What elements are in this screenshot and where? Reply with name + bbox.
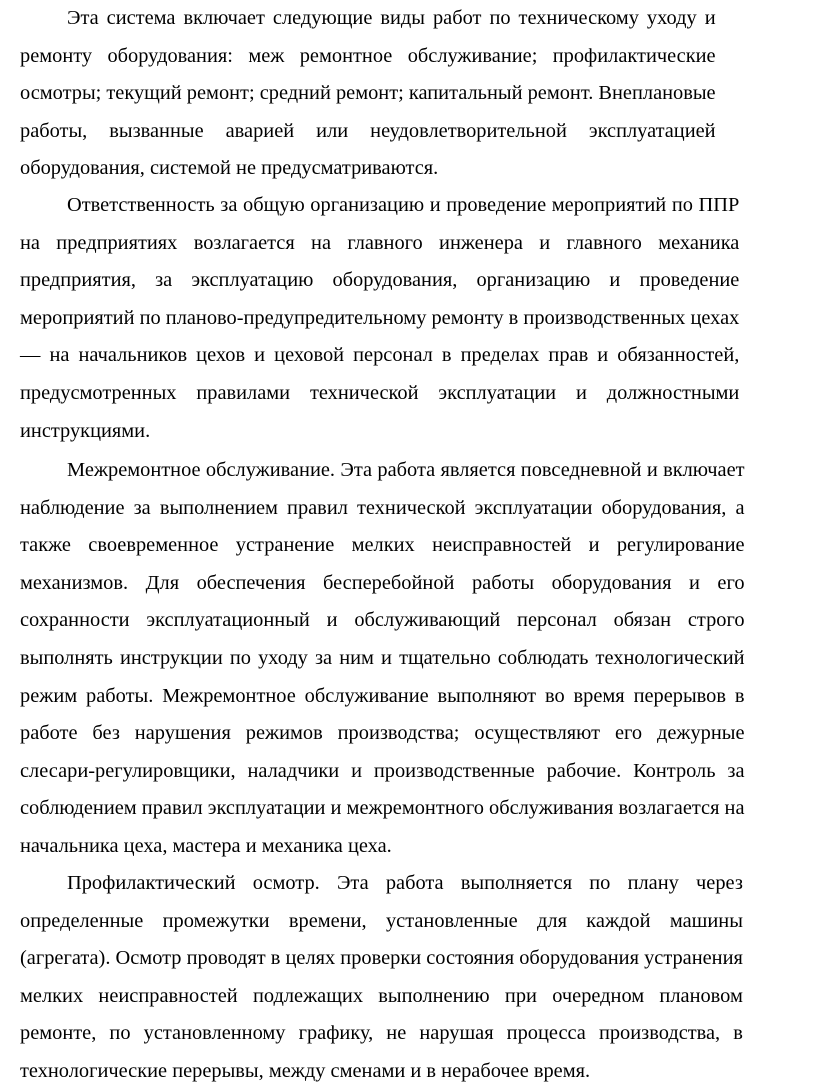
text-line: Ответственность за общую организацию и проведение мероприятий по ППР	[67, 194, 740, 216]
text-line: определенные промежутки времени, установленные для каждой машины	[20, 909, 743, 932]
text-line: предусмотренных правилами технической эксплуатации и должностными	[20, 381, 740, 404]
text-line: мероприятий по планово-предупредительному ремонту в производственных цехах	[20, 306, 740, 329]
text-line: также своевременное устранение мелких неисправностей и регулирование	[20, 534, 745, 557]
text-line: ремонте, по установленному графику, не нарушая процесса производства, в	[20, 1022, 743, 1045]
text-line: на предприятиях возлагается на главного инженера и главного механика	[20, 231, 740, 254]
text-line: осмотры; текущий ремонт; средний ремонт; капитальный ремонт. Внеплановые	[20, 82, 716, 105]
text-line: мелких неисправностей подлежащих выполнению при очередном плановом	[20, 984, 743, 1007]
text-line: — на начальников цехов и цеховой персонал в пределах прав и обязанностей,	[20, 344, 740, 367]
text-line: Профилактический осмотр. Эта работа выполняется по плану через	[67, 872, 743, 894]
text-line: Эта система включает следующие виды работ по техническому уходу и	[67, 7, 716, 29]
text-line: работы, вызванные аварией или неудовлетворительной эксплуатацией	[20, 119, 716, 142]
text-line: соблюдением правил эксплуатации и межремонтного обслуживания возлагается на	[20, 797, 745, 820]
text-line: наблюдение за выполнением правил технической эксплуатации оборудования, а	[20, 496, 745, 519]
text-line: предприятия, за эксплуатацию оборудования, организацию и проведение	[20, 269, 740, 292]
text-line: инструкциями.	[20, 419, 151, 442]
paragraph-maintenance-types	[20, 0, 716, 188]
text-line: оборудования, системой не предусматриваются.	[20, 157, 439, 180]
text-line: ремонту оборудования: меж ремонтное обслуживание; профилактические	[20, 44, 716, 67]
text-line: технологические перерывы, между сменами и в нерабочее время.	[20, 1059, 591, 1082]
text-line: Межремонтное обслуживание. Эта работа является повседневной и включает	[67, 459, 745, 481]
text-line: сохранности эксплуатационный и обслуживающий персонал обязан строго	[20, 609, 745, 632]
text-line: (агрегата). Осмотр проводят в целях проверки состояния оборудования устранения	[20, 947, 743, 970]
paragraph-responsibility	[20, 187, 739, 450]
text-line: слесари-регулировщики, наладчики и производственные рабочие. Контроль за	[20, 759, 745, 782]
text-line: начальника цеха, мастера и механика цеха.	[20, 834, 392, 857]
text-line: механизмов. Для обеспечения бесперебойной работы оборудования и его	[20, 571, 745, 594]
text-line: режим работы. Межремонтное обслуживание выполняют во время перерывов в	[20, 684, 745, 707]
paragraph-interrepair-service	[20, 452, 745, 866]
paragraph-preventive-inspection	[20, 865, 743, 1091]
text-line: выполнять инструкции по уходу за ним и тщательно соблюдать технологический	[20, 646, 745, 669]
text-line: работе без нарушения режимов производства; осуществляют его дежурные	[20, 722, 745, 745]
